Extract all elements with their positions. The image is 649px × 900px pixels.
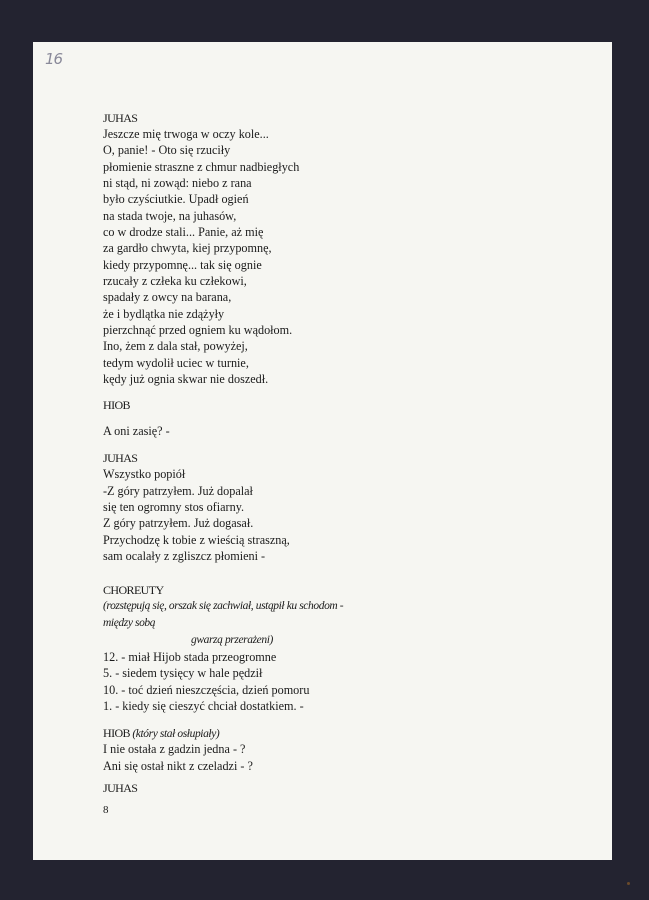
verse-line: Przychodzę k tobie z wieścią straszną, [103,533,290,547]
stage-direction: (który stał osłupiały) [132,728,220,740]
verse-line: 10. - toć dzień nieszczęścia, dzień pomoru [103,683,310,697]
verse-line: Ani się ostał nikt z czeladzi - ? [103,759,253,773]
speaker-name: JUHAS [103,781,138,795]
verse-line: 1. - kiedy się cieszyć chciał dostatkiem. - [103,699,304,713]
verse-line: na stada twoje, na juhasów, [103,209,237,223]
verse-line: za gardło chwyta, kiej przypomnę, [103,241,272,255]
verse-line: -Z góry patrzyłem. Już dopalał [103,484,253,498]
document-page [33,42,612,860]
stage-direction: między sobą [103,617,156,629]
verse-line: ni stąd, ni zowąd: niebo z rana [103,176,252,190]
stage-direction: gwarzą przerażeni) [191,634,273,646]
verse-line: Jeszcze mię trwoga w oczy kole... [103,127,269,141]
verse-line: Z góry patrzyłem. Już dogasał. [103,516,254,530]
verse-line: było czyściutkie. Upadł ogień [103,192,249,206]
speaker-name: JUHAS [103,451,138,465]
verse-line: tedym wydolił uciec w turnie, [103,356,249,370]
verse-line: 5. - siedem tysięcy w hale pędził [103,666,263,680]
speaker-name: JUHAS [103,111,138,125]
page-number: 8 [103,804,109,816]
verse-line: A oni zasię? - [103,424,170,438]
verse-line: Ino, żem z dala stał, powyżej, [103,339,248,353]
verse-line: pierzchnąć przed ogniem ku wądołom. [103,323,293,337]
verse-line: sam ocalały z zgliszcz płomieni - [103,549,266,563]
scan-speck [627,882,630,885]
verse-line: się ten ogromny stos ofiarny. [103,500,245,514]
speaker-name: CHOREUTY [103,583,164,597]
verse-line: 12. - miał Hijob stada przeogromne [103,650,277,664]
verse-line: Wszystko popiół [103,467,186,481]
verse-line: kiedy przypomnę... tak się ognie [103,258,262,272]
verse-line: że i bydlątka nie zdążyły [103,307,225,321]
verse-line: spadały z owcy na barana, [103,290,232,304]
verse-line: płomienie straszne z chmur nadbiegłych [103,160,300,174]
speaker-name [103,726,219,741]
speaker-label: HIOB [103,726,130,740]
verse-line: I nie ostała z gadzin jedna - ? [103,742,246,756]
verse-line: co w drodze stali... Panie, aż mię [103,225,264,239]
verse-line: O, panie! - Oto się rzuciły [103,143,231,157]
stage-direction: (rozstępują się, orszak się zachwiał, ustąpił ku schodom - [103,600,344,612]
verse-line: rzucały z człeka ku człekowi, [103,274,247,288]
verse-line: kędy już ognia skwar nie doszedł. [103,372,269,386]
handwritten-page-annotation: 16 [45,50,63,68]
speaker-name: HIOB [103,398,130,412]
